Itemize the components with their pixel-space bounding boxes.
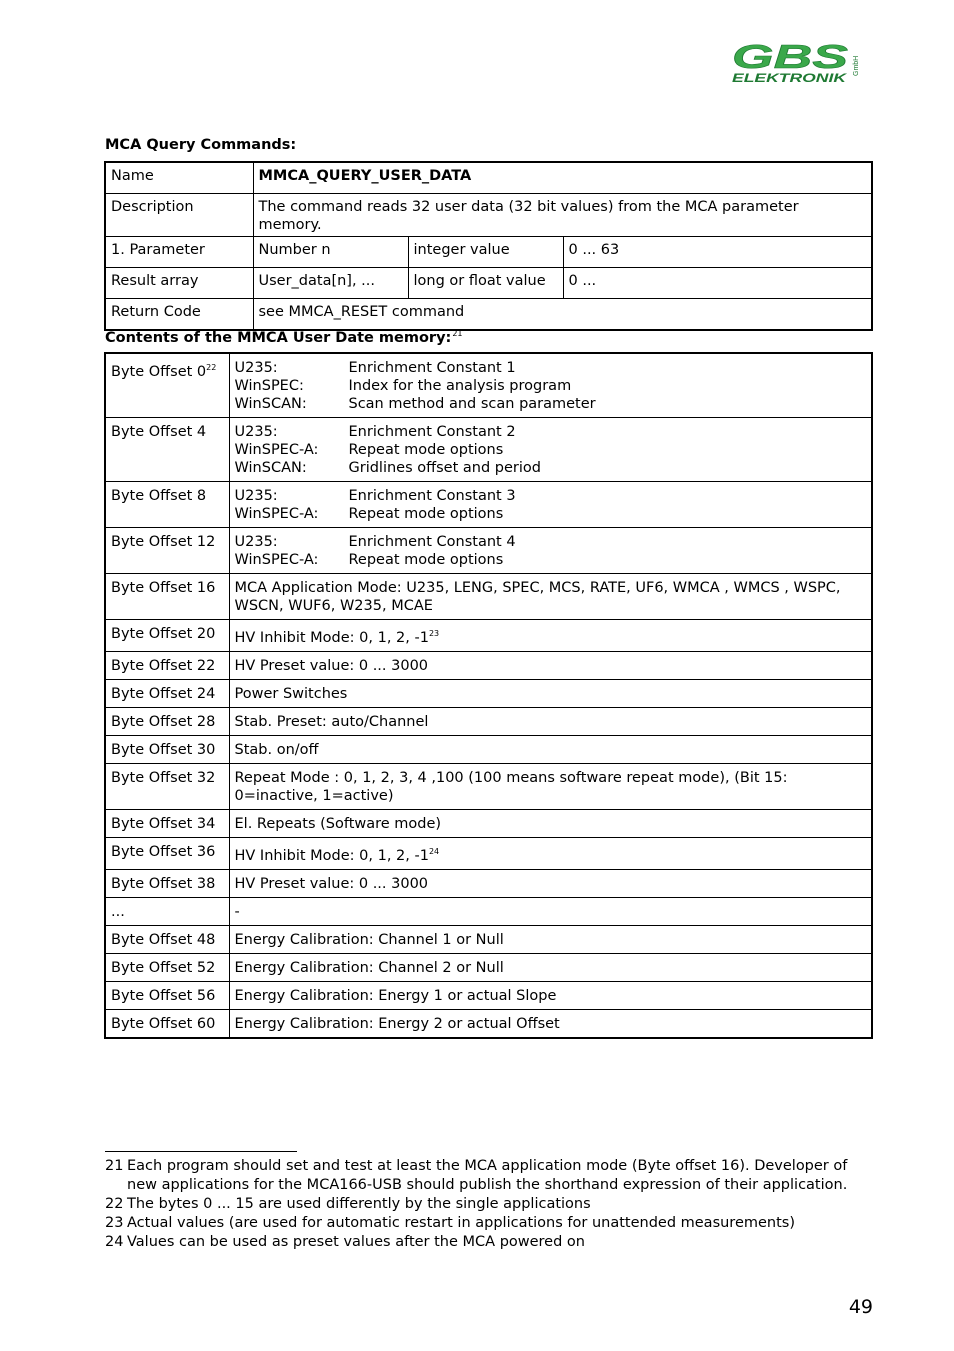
command-name: MMCA_QUERY_USER_DATA bbox=[253, 162, 872, 194]
table-row bbox=[105, 870, 872, 898]
footnote-ref: 23 bbox=[428, 629, 440, 638]
offset-label-text: Byte Offset 28 bbox=[111, 714, 216, 730]
offset-label bbox=[105, 353, 229, 418]
entry-description: Enrichment Constant 1 bbox=[348, 360, 516, 376]
offset-label bbox=[105, 982, 229, 1010]
offset-content bbox=[229, 620, 872, 652]
table-row bbox=[105, 810, 872, 838]
offset-content bbox=[229, 680, 872, 708]
offset-content bbox=[229, 982, 872, 1010]
entry-description: Repeat mode options bbox=[348, 506, 504, 522]
result-name: User_data[n], ... bbox=[253, 268, 408, 299]
offset-entry bbox=[235, 551, 867, 569]
offset-content bbox=[229, 898, 872, 926]
offset-label-text: Byte Offset 52 bbox=[111, 960, 216, 976]
description-value: The command reads 32 user data (32 bit values) from the MCA parameter memory. bbox=[253, 194, 872, 237]
entry-description: Gridlines offset and period bbox=[348, 460, 541, 476]
offset-description: MCA Application Mode: U235, LENG, SPEC, MCS, RATE, UF6, WMCA , WMCS , WSPC, WSCN, WUF6, W235, MCAE bbox=[234, 580, 841, 614]
footnote bbox=[105, 1195, 865, 1214]
offset-content bbox=[229, 764, 872, 810]
footnote bbox=[105, 1157, 865, 1195]
offset-description: Power Switches bbox=[234, 686, 348, 702]
entry-description: Enrichment Constant 3 bbox=[348, 488, 516, 504]
parameter-name: Number n bbox=[253, 237, 408, 268]
entry-description: Repeat mode options bbox=[348, 552, 504, 568]
offset-content bbox=[229, 528, 872, 574]
footnote-number: 22 bbox=[105, 1196, 124, 1212]
offset-description: - bbox=[234, 904, 240, 920]
table-row bbox=[105, 736, 872, 764]
offset-description: Repeat Mode : 0, 1, 2, 3, 4 ,100 (100 means software repeat mode), (Bit 15: 0=inactive, 1=active) bbox=[234, 770, 788, 804]
footnote bbox=[105, 1233, 865, 1252]
gbs-elektronik-logo bbox=[728, 40, 863, 86]
offset-label bbox=[105, 1010, 229, 1039]
table-row bbox=[105, 268, 872, 299]
application-name: WinSPEC-A: bbox=[234, 552, 319, 568]
entry-description: Enrichment Constant 2 bbox=[348, 424, 516, 440]
logo-brand-text: GBS bbox=[732, 40, 848, 75]
offset-entry bbox=[235, 505, 867, 523]
offset-label-text: Byte Offset 32 bbox=[111, 770, 216, 786]
parameter-label: 1. Parameter bbox=[105, 237, 253, 268]
application-name: U235: bbox=[234, 424, 278, 440]
offset-content bbox=[229, 736, 872, 764]
offset-content bbox=[229, 838, 872, 870]
application-name: U235: bbox=[234, 360, 278, 376]
footnote-number: 21 bbox=[105, 1158, 124, 1174]
table-row bbox=[105, 708, 872, 736]
logo-sub-text: ELEKTRONIK bbox=[732, 73, 848, 85]
offset-entry bbox=[235, 459, 867, 477]
table-row bbox=[105, 194, 872, 237]
description-label: Description bbox=[105, 194, 253, 237]
offset-entry bbox=[235, 395, 867, 413]
footnote-text: Each program should set and test at least the MCA application mode (Byte offset 16). Developer of new applications for the MCA166-USB should publish the shorthand expression of their application. bbox=[127, 1158, 848, 1193]
offset-content bbox=[229, 1010, 872, 1039]
offset-content bbox=[229, 574, 872, 620]
offset-description: HV Preset value: 0 ... 3000 bbox=[234, 876, 429, 892]
footnote-divider bbox=[105, 1151, 297, 1152]
offset-label bbox=[105, 736, 229, 764]
offset-label bbox=[105, 574, 229, 620]
offset-label bbox=[105, 528, 229, 574]
offset-label-text: Byte Offset 34 bbox=[111, 816, 216, 832]
application-name: WinSCAN: bbox=[234, 396, 307, 412]
offset-description: Energy Calibration: Energy 1 or actual Slope bbox=[234, 988, 557, 1004]
offset-entry bbox=[235, 359, 867, 377]
offset-content bbox=[229, 418, 872, 482]
offset-content bbox=[229, 652, 872, 680]
offset-description: Energy Calibration: Channel 2 or Null bbox=[234, 960, 504, 976]
offset-description: HV Inhibit Mode: 0, 1, 2, -1 bbox=[234, 630, 429, 646]
footnote-number: 24 bbox=[105, 1234, 124, 1250]
application-name: WinSPEC: bbox=[234, 378, 304, 394]
footnote-text: The bytes 0 ... 15 are used differently by the single applications bbox=[127, 1196, 591, 1212]
result-type: long or float value bbox=[408, 268, 563, 299]
application-name: U235: bbox=[234, 488, 278, 504]
offset-label bbox=[105, 838, 229, 870]
offset-label-text: Byte Offset 36 bbox=[111, 844, 216, 860]
offset-content bbox=[229, 482, 872, 528]
entry-description: Repeat mode options bbox=[348, 442, 504, 458]
offset-label bbox=[105, 620, 229, 652]
offset-description: Stab. Preset: auto/Channel bbox=[234, 714, 429, 730]
table-row bbox=[105, 838, 872, 870]
offset-label bbox=[105, 764, 229, 810]
table-row bbox=[105, 982, 872, 1010]
table-row bbox=[105, 162, 872, 194]
table-row bbox=[105, 237, 872, 268]
offset-label bbox=[105, 810, 229, 838]
query-commands-heading: MCA Query Commands: bbox=[105, 137, 297, 153]
table-row bbox=[105, 652, 872, 680]
table-row bbox=[105, 299, 872, 331]
offset-label-text: Byte Offset 8 bbox=[111, 488, 207, 504]
offset-label-text: Byte Offset 16 bbox=[111, 580, 216, 596]
offset-description: HV Inhibit Mode: 0, 1, 2, -1 bbox=[234, 848, 429, 864]
offset-label-text: Byte Offset 48 bbox=[111, 932, 216, 948]
footnote-ref: 24 bbox=[428, 847, 440, 856]
offset-entry bbox=[235, 423, 867, 441]
table-row bbox=[105, 418, 872, 482]
offset-content bbox=[229, 353, 872, 418]
offset-entry bbox=[235, 533, 867, 551]
offset-label-text: Byte Offset 38 bbox=[111, 876, 216, 892]
offset-label bbox=[105, 954, 229, 982]
offset-description: El. Repeats (Software mode) bbox=[234, 816, 442, 832]
table-row bbox=[105, 574, 872, 620]
offset-label bbox=[105, 482, 229, 528]
footnote-text: Values can be used as preset values after the MCA powered on bbox=[127, 1234, 585, 1250]
offset-label-text: Byte Offset 20 bbox=[111, 626, 216, 642]
offset-label bbox=[105, 418, 229, 482]
parameter-type: integer value bbox=[408, 237, 563, 268]
offset-label bbox=[105, 652, 229, 680]
parameter-range: 0 ... 63 bbox=[563, 237, 872, 268]
footnote bbox=[105, 1214, 865, 1233]
offset-label-text: Byte Offset 0 bbox=[111, 364, 207, 380]
user-data-heading bbox=[105, 329, 463, 346]
offset-label-text: Byte Offset 22 bbox=[111, 658, 216, 674]
return-code-label: Return Code bbox=[105, 299, 253, 331]
offset-description: Energy Calibration: Energy 2 or actual Offset bbox=[234, 1016, 560, 1032]
user-data-heading-text: Contents of the MMCA User Date memory: bbox=[105, 330, 452, 346]
logo-suffix-text: GmbH bbox=[853, 55, 860, 76]
entry-description: Index for the analysis program bbox=[348, 378, 572, 394]
offset-label bbox=[105, 708, 229, 736]
table-row bbox=[105, 954, 872, 982]
query-command-table bbox=[104, 161, 873, 331]
application-name: WinSCAN: bbox=[234, 460, 307, 476]
table-row bbox=[105, 482, 872, 528]
offset-label-text: Byte Offset 60 bbox=[111, 1016, 216, 1032]
offset-description: Energy Calibration: Channel 1 or Null bbox=[234, 932, 504, 948]
offset-description: HV Preset value: 0 ... 3000 bbox=[234, 658, 429, 674]
footnote-text: Actual values (are used for automatic restart in applications for unattended measurements) bbox=[127, 1215, 796, 1231]
offset-label-text: Byte Offset 56 bbox=[111, 988, 216, 1004]
application-name: WinSPEC-A: bbox=[234, 506, 319, 522]
page-number: 49 bbox=[848, 1296, 873, 1318]
table-row bbox=[105, 898, 872, 926]
entry-description: Enrichment Constant 4 bbox=[348, 534, 516, 550]
footnote-ref: 21 bbox=[452, 329, 463, 338]
application-name: WinSPEC-A: bbox=[234, 442, 319, 458]
table-row bbox=[105, 528, 872, 574]
table-row bbox=[105, 680, 872, 708]
offset-label bbox=[105, 870, 229, 898]
offset-content bbox=[229, 926, 872, 954]
offset-content bbox=[229, 870, 872, 898]
application-name: U235: bbox=[234, 534, 278, 550]
footnote-number: 23 bbox=[105, 1215, 124, 1231]
offset-label-text: Byte Offset 24 bbox=[111, 686, 216, 702]
offset-label-text: Byte Offset 30 bbox=[111, 742, 216, 758]
table-row bbox=[105, 764, 872, 810]
entry-description: Scan method and scan parameter bbox=[348, 396, 596, 412]
offset-entry bbox=[235, 487, 867, 505]
result-range: 0 ... bbox=[563, 268, 872, 299]
offset-label-text: Byte Offset 12 bbox=[111, 534, 216, 550]
table-row bbox=[105, 926, 872, 954]
offset-content bbox=[229, 810, 872, 838]
offset-label-text: ... bbox=[111, 904, 125, 920]
table-row bbox=[105, 1010, 872, 1039]
return-code-value: see MMCA_RESET command bbox=[253, 299, 872, 331]
offset-entry bbox=[235, 377, 867, 395]
user-data-offset-table bbox=[104, 352, 873, 1039]
offset-content bbox=[229, 954, 872, 982]
offset-label bbox=[105, 680, 229, 708]
offset-description: Stab. on/off bbox=[234, 742, 319, 758]
table-row bbox=[105, 353, 872, 418]
result-label: Result array bbox=[105, 268, 253, 299]
footnote-ref: 22 bbox=[206, 363, 217, 372]
name-label: Name bbox=[105, 162, 253, 194]
offset-label bbox=[105, 898, 229, 926]
offset-entry bbox=[235, 441, 867, 459]
offset-content bbox=[229, 708, 872, 736]
offset-label bbox=[105, 926, 229, 954]
offset-label-text: Byte Offset 4 bbox=[111, 424, 207, 440]
footnotes bbox=[105, 1157, 865, 1252]
table-row bbox=[105, 620, 872, 652]
